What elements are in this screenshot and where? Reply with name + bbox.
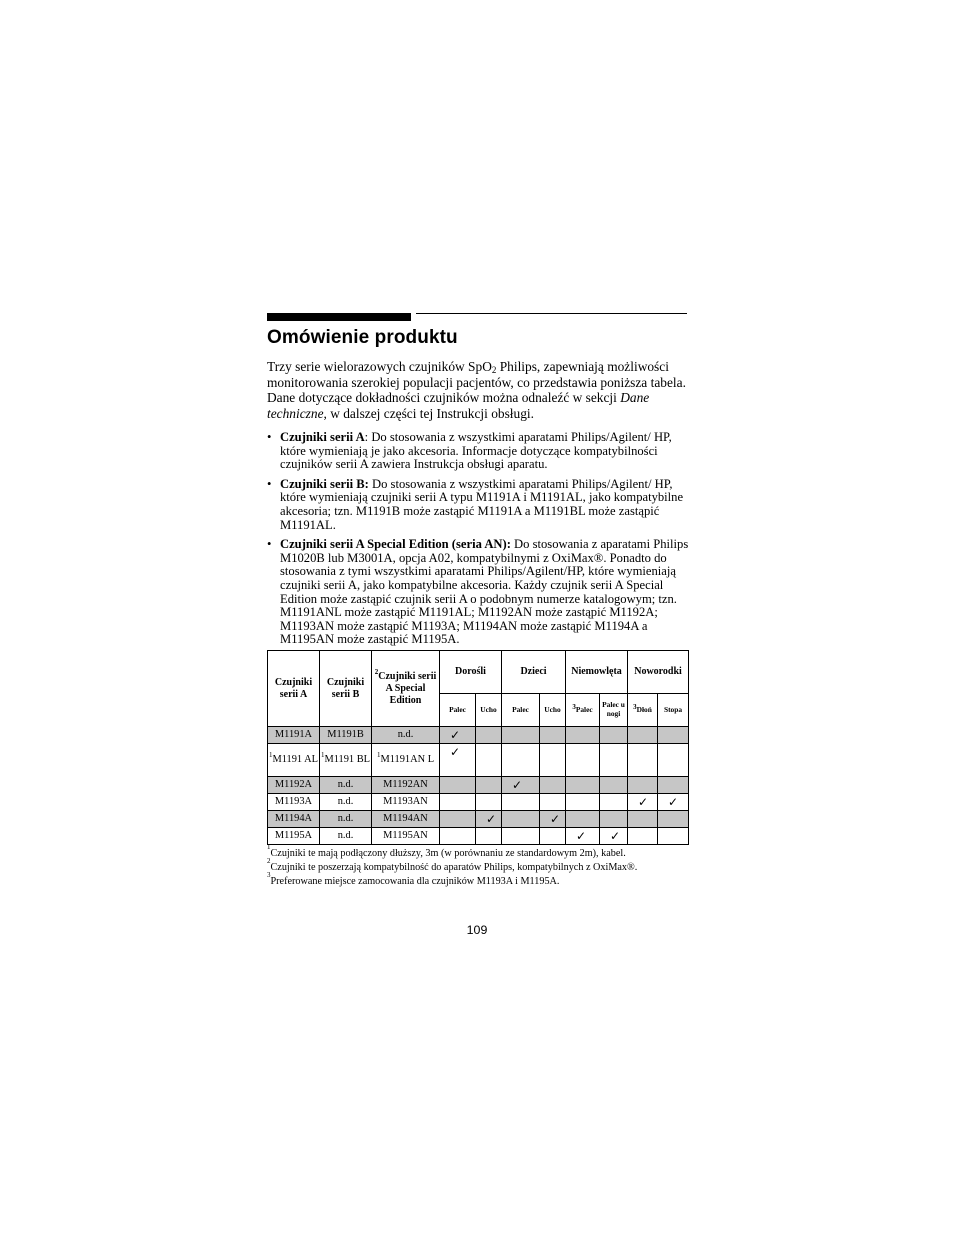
cell-text: M1191 BL <box>324 754 370 765</box>
cell-series-a: M1194A <box>268 811 320 828</box>
check-icon: ✓ <box>576 829 587 843</box>
header-adults: Dorośli <box>440 651 502 694</box>
list-item <box>267 431 691 472</box>
table-footnotes <box>267 843 697 889</box>
header-series-an <box>372 651 440 727</box>
cell-empty <box>566 777 600 794</box>
cell-check <box>566 828 600 845</box>
subheader-neonate-foot: Stopa <box>658 694 689 727</box>
cell-series-b: n.d. <box>320 777 372 794</box>
cell-check <box>476 811 502 828</box>
cell-check <box>628 794 658 811</box>
footnote <box>267 843 697 861</box>
cell-series-b: n.d. <box>320 794 372 811</box>
header-series-b: Czujniki serii B <box>320 651 372 727</box>
intro-text-3: , w dalszej części tej Instrukcji obsługi. <box>323 405 534 421</box>
subheader-infant-finger <box>566 694 600 727</box>
intro-paragraph <box>267 359 691 421</box>
cell-empty <box>600 777 628 794</box>
cell-empty <box>476 777 502 794</box>
cell-check <box>600 828 628 845</box>
check-icon: ✓ <box>450 745 461 759</box>
check-icon: ✓ <box>610 829 621 843</box>
cell-empty <box>658 727 689 744</box>
bullet-symbol: • <box>267 537 272 552</box>
footnote-ref: 1 <box>376 751 381 759</box>
cell-empty <box>628 744 658 777</box>
header-neonates: Noworodki <box>628 651 689 694</box>
table-row <box>268 811 689 828</box>
footnote-number: 1 <box>267 843 271 851</box>
cell-empty <box>440 794 476 811</box>
list-item-text: Do stosowania z aparatami Philips M1020B lub M3001A, opcja A02, kompatybilnymi z OxiMax®. Ponadto do stosowania z tymi wszystkimi aparatami Philips/Agilent/HP, które wymieniają czujniki serii A, jako kompatybilne akcesoria. Każdy czujnik serii A Special Edition może zastąpić czujnik serii A o podobnym numerze katalogowym; tzn. M1191ANL może zastąpić M1191AL; M1192AN może zastąpić M1192A; M1193AN może zastąpić M1193A; M1194AN może zastąpić M1194A a M1195AN może zastąpić M1195A. <box>280 537 689 647</box>
cell-empty <box>566 744 600 777</box>
header-series-an-label: Czujniki serii A Special Edition <box>378 670 437 706</box>
cell-empty <box>476 794 502 811</box>
table-row <box>268 727 689 744</box>
sensor-compatibility-table <box>267 650 689 845</box>
cell-empty <box>502 744 540 777</box>
page-number: 109 <box>466 923 488 937</box>
list-item <box>267 478 691 532</box>
cell-empty <box>600 744 628 777</box>
section-rule-thin <box>416 313 687 314</box>
cell-series-an: M1194AN <box>372 811 440 828</box>
cell-series-an: M1195AN <box>372 828 440 845</box>
cell-empty <box>566 794 600 811</box>
table-row <box>268 828 689 845</box>
cell-series-an <box>372 744 440 777</box>
cell-series-a <box>268 744 320 777</box>
bullet-symbol: • <box>267 430 272 444</box>
sensor-series-list <box>267 431 691 653</box>
cell-empty <box>658 828 689 845</box>
cell-empty <box>540 828 566 845</box>
cell-empty <box>476 744 502 777</box>
cell-empty <box>476 828 502 845</box>
footnote-ref: 3 <box>572 702 576 711</box>
cell-empty <box>600 811 628 828</box>
cell-empty <box>502 828 540 845</box>
subheader-label: Dłoń <box>636 704 652 714</box>
check-icon: ✓ <box>512 778 523 792</box>
footnote-text: Czujniki te mają podłączony dłuższy, 3m (w porównaniu ze standardowym 2m), kabel. <box>270 848 626 859</box>
check-icon: ✓ <box>638 795 649 809</box>
list-item-title: Czujniki serii B: <box>280 476 369 491</box>
footnote-ref: 1 <box>268 751 273 759</box>
cell-empty <box>658 811 689 828</box>
cell-empty <box>658 744 689 777</box>
table-row <box>268 777 689 794</box>
cell-series-b <box>320 744 372 777</box>
table-row <box>268 744 689 777</box>
cell-empty <box>476 727 502 744</box>
cell-series-a: M1192A <box>268 777 320 794</box>
footnote-text: Preferowane miejsce zamocowania dla czujników M1193A i M1195A. <box>270 876 560 887</box>
cell-check <box>502 777 540 794</box>
page-title: Omówienie produktu <box>267 327 458 348</box>
intro-subscript: 2 <box>491 365 497 375</box>
intro-reference: Dane techniczne <box>267 390 650 421</box>
cell-empty <box>540 794 566 811</box>
cell-empty <box>440 811 476 828</box>
cell-empty <box>628 811 658 828</box>
cell-empty <box>658 777 689 794</box>
cell-empty <box>502 727 540 744</box>
cell-check <box>440 727 476 744</box>
cell-empty <box>540 744 566 777</box>
footnote-text: Czujniki te poszerzają kompatybilność do aparatów Philips, kompatybilnych z OxiMax®. <box>270 862 638 873</box>
cell-series-a: M1191A <box>268 727 320 744</box>
cell-series-a: M1193A <box>268 794 320 811</box>
intro-text-1: Trzy serie wielorazowych czujników SpO <box>267 359 492 374</box>
cell-empty <box>628 727 658 744</box>
cell-empty <box>502 794 540 811</box>
subheader-adult-ear: Ucho <box>476 694 502 727</box>
section-rule-thick <box>267 313 411 321</box>
list-item-text: Do stosowania z wszystkimi aparatami Philips/Agilent/ HP, które wymieniają czujniki serii A typu M1191A i M1191AL, jako kompatybilne akcesoria; tzn. M1191B może zastąpić M1191A a M1191BL może zastąpić M1191AL. <box>280 476 684 532</box>
footnote <box>267 871 697 889</box>
subheader-child-finger: Palec <box>502 694 540 727</box>
cell-series-b: M1191B <box>320 727 372 744</box>
cell-empty <box>440 828 476 845</box>
cell-series-an: n.d. <box>372 727 440 744</box>
cell-empty <box>600 794 628 811</box>
header-series-a: Czujniki serii A <box>268 651 320 727</box>
footnote-number: 2 <box>267 857 271 865</box>
cell-series-b: n.d. <box>320 811 372 828</box>
cell-empty <box>628 777 658 794</box>
cell-check <box>658 794 689 811</box>
footnote-ref: 1 <box>320 751 325 759</box>
footnote-ref: 3 <box>633 702 637 711</box>
footnote-number: 3 <box>267 871 271 879</box>
header-children: Dzieci <box>502 651 566 694</box>
cell-check <box>540 811 566 828</box>
cell-empty <box>540 727 566 744</box>
cell-empty <box>566 727 600 744</box>
subheader-infant-toe: Palec u nogi <box>600 694 628 727</box>
subheader-neonate-hand <box>628 694 658 727</box>
list-item-text: : Do stosowania z wszystkimi aparatami Philips/Agilent/ HP, które wymieniają je jako akcesoria. Informacje dotyczące kompatybilności czujników serii A zawiera Instrukcja obsługi aparatu. <box>280 430 672 472</box>
cell-series-b: n.d. <box>320 828 372 845</box>
cell-empty <box>628 828 658 845</box>
footnote-ref: 2 <box>374 667 379 676</box>
cell-series-an: M1193AN <box>372 794 440 811</box>
cell-text: M1191AN L <box>380 754 435 765</box>
check-icon: ✓ <box>486 812 497 826</box>
cell-empty <box>502 811 540 828</box>
subheader-adult-finger: Palec <box>440 694 476 727</box>
list-item-title: Czujniki serii A Special Edition (seria AN): <box>280 537 511 552</box>
list-item-title: Czujniki serii A <box>280 430 365 444</box>
subheader-child-ear: Ucho <box>540 694 566 727</box>
cell-series-a: M1195A <box>268 828 320 845</box>
cell-empty <box>440 777 476 794</box>
check-icon: ✓ <box>668 795 679 809</box>
footnote <box>267 857 697 875</box>
subheader-label: Palec <box>575 704 593 714</box>
bullet-symbol: • <box>267 476 272 491</box>
intro-text-2: Philips, zapewniają możliwości monitorowania szerokiej populacji pacjentów, co przedstawia poniższa tabela. Dane dotyczące dokładności czujników można odnaleźć w sekcji <box>267 359 686 406</box>
cell-series-an: M1192AN <box>372 777 440 794</box>
cell-check <box>440 744 476 777</box>
cell-empty <box>566 811 600 828</box>
cell-empty <box>540 777 566 794</box>
header-infants: Niemowlęta <box>566 651 628 694</box>
cell-empty <box>600 727 628 744</box>
list-item <box>267 538 691 647</box>
check-icon: ✓ <box>450 728 461 742</box>
table-row <box>268 794 689 811</box>
cell-text: M1191 AL <box>272 754 318 765</box>
check-icon: ✓ <box>550 812 561 826</box>
